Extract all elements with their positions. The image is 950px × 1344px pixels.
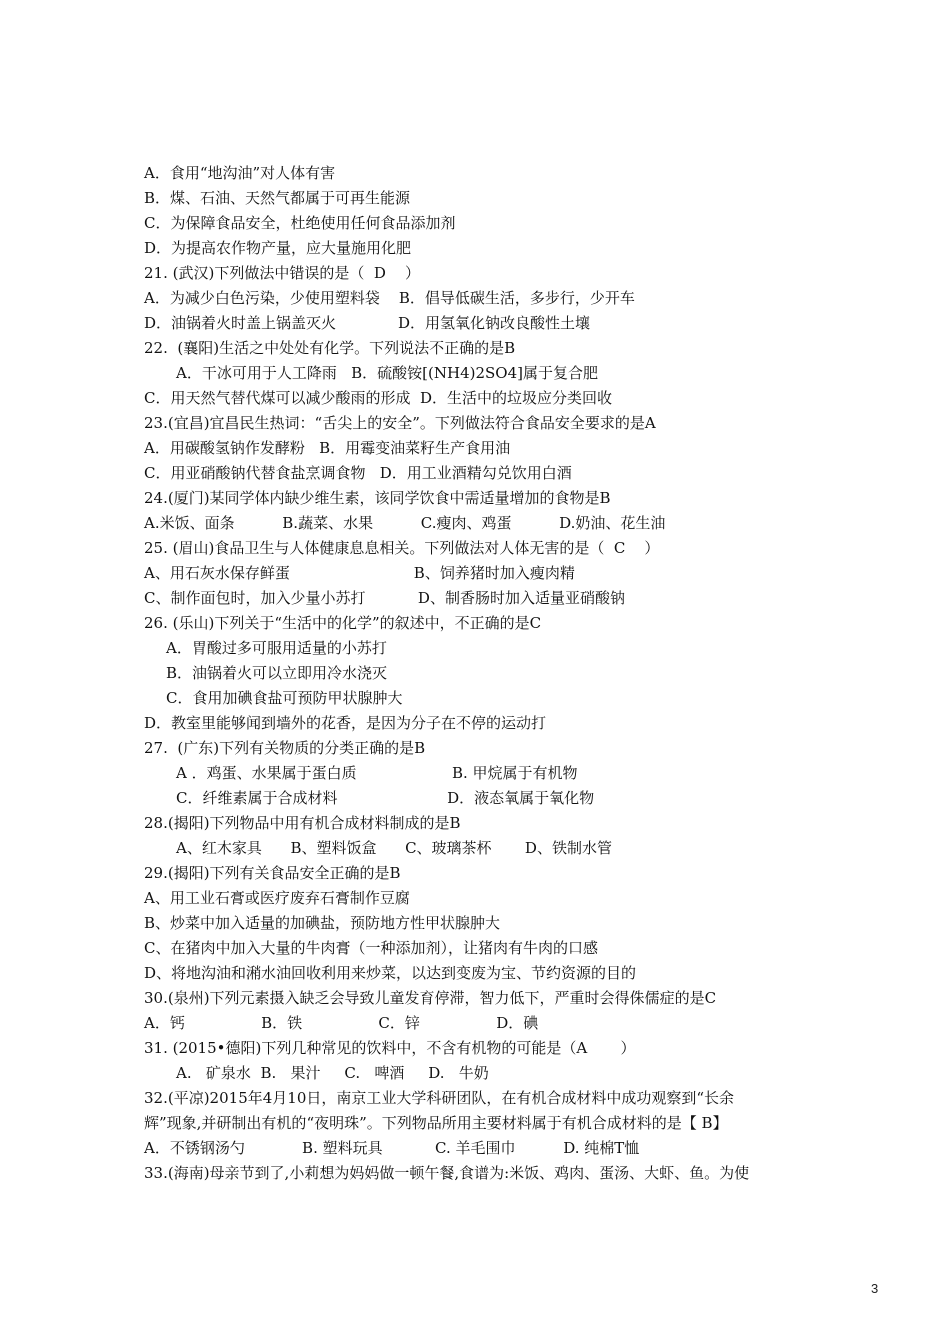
text-line: A ．鸡蛋、水果属于蛋白质 B. 甲烷属于有机物 bbox=[176, 764, 578, 782]
text-line: D．教室里能够闻到墙外的花香，是因为分子在不停的运动打 bbox=[144, 714, 547, 732]
text-line: D、将地沟油和潲水油回收利用来炒菜，以达到变废为宝、节约资源的目的 bbox=[144, 964, 637, 982]
text-line: C．用天然气替代煤可以减少酸雨的形成 D．生活中的垃圾应分类回收 bbox=[144, 389, 613, 407]
text-line: A．不锈钢汤勺 B. 塑料玩具 C. 羊毛围巾 D. 纯棉T恤 bbox=[144, 1139, 640, 1157]
text-line: 29.(揭阳)下列有关食品安全正确的是B bbox=[144, 864, 401, 882]
text-line: C．用亚硝酸钠代替食盐烹调食物 D．用工业酒精勾兑饮用白酒 bbox=[144, 464, 572, 482]
text-line: D．油锅着火时盖上锅盖灭火 D．用氢氧化钠改良酸性土壤 bbox=[144, 314, 591, 332]
text-line: D．为提高农作物产量，应大量施用化肥 bbox=[144, 239, 412, 257]
text-line: A．用碳酸氢钠作发酵粉 B．用霉变油菜籽生产食用油 bbox=[144, 439, 511, 457]
text-line: A．胃酸过多可服用适量的小苏打 bbox=[166, 639, 387, 657]
text-line: A、红木家具 B、塑料饭盒 C、玻璃茶杯 D、铁制水管 bbox=[176, 839, 612, 857]
text-line: A．钙 B．铁 C．锌 D．碘 bbox=[144, 1014, 539, 1032]
text-line: A、用石灰水保存鲜蛋 B、饲养猪时加入瘦肉精 bbox=[144, 564, 575, 582]
text-line: A、用工业石膏或医疗废弃石膏制作豆腐 bbox=[144, 889, 410, 907]
text-line: A．干冰可用于人工降雨 B．硫酸铵[(NH4)2SO4]属于复合肥 bbox=[176, 364, 598, 382]
text-line: 22. (襄阳)生活之中处处有化学。下列说法不正确的是B bbox=[144, 339, 516, 357]
text-line: 26. (乐山)下列关于“生活中的化学”的叙述中，不正确的是C bbox=[144, 614, 542, 632]
text-line: 27. (广东)下列有关物质的分类正确的是B bbox=[144, 739, 426, 757]
text-line: C．为保障食品安全，杜绝使用任何食品添加剂 bbox=[144, 214, 456, 232]
page-number: 3 bbox=[871, 1281, 879, 1296]
text-line: 28.(揭阳)下列物品中用有机合成材料制成的是B bbox=[144, 814, 461, 832]
text-line: B、炒菜中加入适量的加碘盐，预防地方性甲状腺肿大 bbox=[144, 914, 501, 932]
text-line: B．油锅着火可以立即用冷水浇灭 bbox=[166, 664, 388, 682]
text-line: 32.(平凉)2015年4月10日，南京工业大学科研团队，在有机合成材料中成功观察到“长余 bbox=[144, 1089, 735, 1107]
text-line: C．纤维素属于合成材料 D．液态氧属于氧化物 bbox=[176, 789, 595, 807]
text-line: C、制作面包时，加入少量小苏打 D、制香肠时加入适量亚硝酸钠 bbox=[144, 589, 625, 607]
text-line: B．煤、石油、天然气都属于可再生能源 bbox=[144, 189, 411, 207]
text-line: 23.(宜昌)宜昌民生热词：“舌尖上的安全”。下列做法符合食品安全要求的是A bbox=[144, 414, 656, 432]
text-line: A．食用“地沟油”对人体有害 bbox=[144, 164, 336, 182]
text-line: 30.(泉州)下列元素摄入缺乏会导致儿童发育停滞，智力低下，严重时会得侏儒症的是C bbox=[144, 989, 717, 1007]
text-line: C、在猪肉中加入大量的牛肉膏（一种添加剂），让猪肉有牛肉的口感 bbox=[144, 939, 598, 957]
text-line: A．为减少白色污染，少使用塑料袋 B．倡导低碳生活，多步行，少开车 bbox=[144, 289, 635, 307]
text-line: 辉”现象,并研制出有机的“夜明珠”。下列物品所用主要材料属于有机合成材料的是【 B】 bbox=[144, 1114, 728, 1132]
text-line: 21. (武汉)下列做法中错误的是（ D ） bbox=[144, 264, 420, 282]
text-line: 31. (2015•德阳)下列几种常见的饮料中，不含有机物的可能是（A ） bbox=[144, 1039, 636, 1057]
text-line: 33.(海南)母亲节到了,小莉想为妈妈做一顿午餐,食谱为:米饭、鸡肉、蛋汤、大虾、鱼。为使 bbox=[144, 1164, 750, 1182]
text-line: 25. (眉山)食品卫生与人体健康息息相关。下列做法对人体无害的是（ C ） bbox=[144, 539, 660, 557]
text-line: A.米饭、面条 B.蔬菜、水果 C.瘦肉、鸡蛋 D.奶油、花生油 bbox=[144, 514, 666, 532]
text-line: 24.(厦门)某同学体内缺少维生素，该同学饮食中需适量增加的食物是B bbox=[144, 489, 611, 507]
text-line: A. 矿泉水 B. 果汁 C. 啤酒 D. 牛奶 bbox=[176, 1064, 489, 1082]
text-line: C．食用加碘食盐可预防甲状腺肿大 bbox=[166, 689, 403, 707]
